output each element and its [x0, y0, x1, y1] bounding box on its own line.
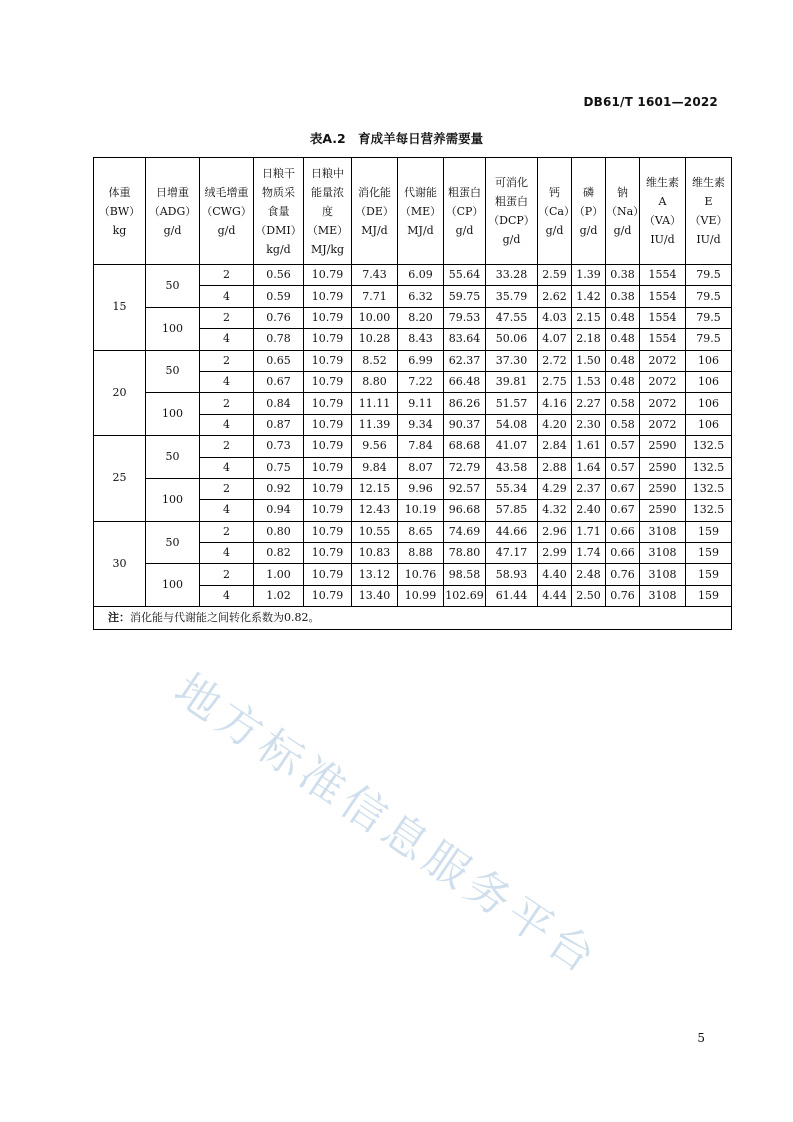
table-cell: 1554	[640, 286, 686, 307]
table-cell: 0.38	[606, 265, 640, 286]
watermark: 地方标准信息服务平台	[165, 664, 609, 986]
table-cell: 4.20	[538, 414, 572, 435]
table-cell: 79.5	[686, 265, 732, 286]
table-cell: 61.44	[486, 585, 538, 606]
table-cell: 4	[200, 371, 254, 392]
table-cell: 8.43	[398, 329, 444, 350]
table-cell: 4	[200, 457, 254, 478]
body-weight-cell: 20	[94, 350, 146, 436]
note-text: 消化能与代谢能之间转化系数为0.82。	[130, 611, 320, 625]
table-cell: 1.53	[572, 371, 606, 392]
table-title: 表A.2 育成羊每日营养需要量	[309, 131, 484, 146]
daily-gain-cell: 50	[146, 436, 200, 479]
table-cell: 2.18	[572, 329, 606, 350]
table-cell: 4.03	[538, 307, 572, 328]
table-cell: 0.82	[254, 543, 304, 564]
table-cell: 4	[200, 329, 254, 350]
table-cell: 2590	[640, 500, 686, 521]
table-cell: 9.11	[398, 393, 444, 414]
table-cell: 62.37	[444, 350, 486, 371]
table-cell: 0.87	[254, 414, 304, 435]
table-cell: 106	[686, 393, 732, 414]
column-header: 日粮中 能量浓 度 （ME） MJ/kg	[304, 158, 352, 265]
column-header: 消化能 （DE） MJ/d	[352, 158, 398, 265]
table-cell: 43.58	[486, 457, 538, 478]
table-cell: 159	[686, 521, 732, 542]
table-cell: 0.80	[254, 521, 304, 542]
column-header: 日增重 （ADG） g/d	[146, 158, 200, 265]
table-header-row	[94, 158, 732, 265]
table-cell: 55.34	[486, 478, 538, 499]
table-cell: 0.73	[254, 436, 304, 457]
table-cell: 6.99	[398, 350, 444, 371]
table-cell: 74.69	[444, 521, 486, 542]
table-cell: 10.79	[304, 265, 352, 286]
table-cell: 83.64	[444, 329, 486, 350]
table-cell: 106	[686, 371, 732, 392]
table-cell: 0.94	[254, 500, 304, 521]
table-cell: 0.84	[254, 393, 304, 414]
table-cell: 1554	[640, 307, 686, 328]
table-cell: 10.28	[352, 329, 398, 350]
column-header: 粗蛋白 （CP） g/d	[444, 158, 486, 265]
daily-gain-cell: 100	[146, 393, 200, 436]
table-cell: 79.53	[444, 307, 486, 328]
table-cell: 7.22	[398, 371, 444, 392]
table-cell: 44.66	[486, 521, 538, 542]
table-cell: 96.68	[444, 500, 486, 521]
table-cell: 0.75	[254, 457, 304, 478]
table-cell: 2.15	[572, 307, 606, 328]
table-cell: 2	[200, 564, 254, 585]
table-cell: 10.79	[304, 286, 352, 307]
daily-gain-cell: 50	[146, 350, 200, 393]
table-cell: 10.79	[304, 307, 352, 328]
column-header: 钠 （Na） g/d	[606, 158, 640, 265]
table-cell: 1.71	[572, 521, 606, 542]
table-cell: 10.79	[304, 414, 352, 435]
table-cell: 0.66	[606, 521, 640, 542]
table-cell: 0.67	[606, 478, 640, 499]
body-weight-cell: 15	[94, 265, 146, 351]
table-cell: 58.93	[486, 564, 538, 585]
note-label: 注：	[108, 611, 130, 625]
table-cell: 12.15	[352, 478, 398, 499]
table-cell: 2.48	[572, 564, 606, 585]
table-cell: 4.16	[538, 393, 572, 414]
daily-gain-cell: 100	[146, 307, 200, 350]
table-cell: 2.96	[538, 521, 572, 542]
table-cell: 3108	[640, 521, 686, 542]
table-cell: 2	[200, 393, 254, 414]
table-cell: 7.71	[352, 286, 398, 307]
table-cell: 6.09	[398, 265, 444, 286]
table-cell: 2.62	[538, 286, 572, 307]
daily-gain-cell: 50	[146, 521, 200, 564]
table-cell: 1.39	[572, 265, 606, 286]
table-cell: 2	[200, 521, 254, 542]
table-cell: 0.48	[606, 350, 640, 371]
table-cell: 2072	[640, 414, 686, 435]
table-cell: 2072	[640, 393, 686, 414]
table-row	[94, 521, 732, 542]
table-cell: 8.65	[398, 521, 444, 542]
table-cell: 51.57	[486, 393, 538, 414]
table-cell: 47.55	[486, 307, 538, 328]
table-cell: 7.43	[352, 265, 398, 286]
table-cell: 2072	[640, 350, 686, 371]
table-cell: 0.48	[606, 307, 640, 328]
table-cell: 8.88	[398, 543, 444, 564]
nutrition-table	[93, 157, 732, 630]
table-cell: 159	[686, 543, 732, 564]
table-cell: 4	[200, 585, 254, 606]
table-cell: 50.06	[486, 329, 538, 350]
table-cell: 79.5	[686, 307, 732, 328]
column-header: 维生素 A （VA） IU/d	[640, 158, 686, 265]
table-cell: 2	[200, 436, 254, 457]
table-cell: 10.19	[398, 500, 444, 521]
table-cell: 1.00	[254, 564, 304, 585]
table-cell: 0.57	[606, 436, 640, 457]
table-cell: 1.42	[572, 286, 606, 307]
table-cell: 102.69	[444, 585, 486, 606]
table-cell: 2590	[640, 457, 686, 478]
table-cell: 79.5	[686, 286, 732, 307]
table-cell: 13.12	[352, 564, 398, 585]
table-cell: 55.64	[444, 265, 486, 286]
table-cell: 159	[686, 585, 732, 606]
column-header: 维生素 E （VE） IU/d	[686, 158, 732, 265]
table-row	[94, 436, 732, 457]
table-cell: 0.76	[606, 585, 640, 606]
table-cell: 2.40	[572, 500, 606, 521]
table-cell: 4.40	[538, 564, 572, 585]
table-cell: 0.67	[254, 371, 304, 392]
table-row	[94, 564, 732, 585]
table-cell: 0.58	[606, 393, 640, 414]
table-row	[94, 307, 732, 328]
table-cell: 10.79	[304, 521, 352, 542]
table-cell: 0.57	[606, 457, 640, 478]
table-cell: 11.11	[352, 393, 398, 414]
document-code: DB61/T 1601—2022	[583, 95, 718, 109]
note-row	[94, 607, 732, 630]
table-cell: 2	[200, 307, 254, 328]
table-cell: 3108	[640, 543, 686, 564]
table-cell: 2.75	[538, 371, 572, 392]
table-cell: 68.68	[444, 436, 486, 457]
table-cell: 10.76	[398, 564, 444, 585]
table-cell: 37.30	[486, 350, 538, 371]
page-number: 5	[697, 1031, 705, 1045]
table-cell: 57.85	[486, 500, 538, 521]
table-cell: 3108	[640, 564, 686, 585]
table-cell: 2	[200, 350, 254, 371]
table-cell: 4	[200, 286, 254, 307]
table-cell: 0.92	[254, 478, 304, 499]
table-cell: 92.57	[444, 478, 486, 499]
table-cell: 8.80	[352, 371, 398, 392]
table-cell: 4.07	[538, 329, 572, 350]
table-cell: 1554	[640, 265, 686, 286]
table-cell: 10.79	[304, 393, 352, 414]
table-cell: 7.84	[398, 436, 444, 457]
table-cell: 0.76	[254, 307, 304, 328]
table-cell: 98.58	[444, 564, 486, 585]
table-cell: 4.44	[538, 585, 572, 606]
table-cell: 90.37	[444, 414, 486, 435]
table-cell: 47.17	[486, 543, 538, 564]
table-cell: 78.80	[444, 543, 486, 564]
table-note	[94, 607, 732, 630]
table-cell: 10.55	[352, 521, 398, 542]
table-cell: 2.37	[572, 478, 606, 499]
table-cell: 10.79	[304, 478, 352, 499]
daily-gain-cell: 100	[146, 478, 200, 521]
table-cell: 1.02	[254, 585, 304, 606]
table-cell: 0.65	[254, 350, 304, 371]
table-cell: 10.79	[304, 500, 352, 521]
table-cell: 39.81	[486, 371, 538, 392]
table-cell: 35.79	[486, 286, 538, 307]
table-cell: 2072	[640, 371, 686, 392]
table-cell: 0.58	[606, 414, 640, 435]
table-cell: 1.74	[572, 543, 606, 564]
table-cell: 1554	[640, 329, 686, 350]
table-cell: 33.28	[486, 265, 538, 286]
body-weight-cell: 30	[94, 521, 146, 607]
column-header: 可消化 粗蛋白 （DCP） g/d	[486, 158, 538, 265]
daily-gain-cell: 100	[146, 564, 200, 607]
table-cell: 6.32	[398, 286, 444, 307]
table-cell: 9.96	[398, 478, 444, 499]
table-cell: 10.79	[304, 436, 352, 457]
table-cell: 13.40	[352, 585, 398, 606]
table-cell: 0.56	[254, 265, 304, 286]
table-cell: 2.59	[538, 265, 572, 286]
table-cell: 106	[686, 414, 732, 435]
table-cell: 9.56	[352, 436, 398, 457]
table-cell: 10.79	[304, 564, 352, 585]
table-cell: 4	[200, 543, 254, 564]
nutrition-table-container	[93, 157, 731, 630]
table-cell: 86.26	[444, 393, 486, 414]
table-body	[94, 265, 732, 630]
table-cell: 1.50	[572, 350, 606, 371]
table-cell: 0.59	[254, 286, 304, 307]
table-cell: 2590	[640, 436, 686, 457]
table-cell: 4	[200, 414, 254, 435]
table-cell: 132.5	[686, 500, 732, 521]
body-weight-cell: 25	[94, 436, 146, 522]
table-cell: 2590	[640, 478, 686, 499]
table-cell: 2	[200, 265, 254, 286]
table-cell: 10.79	[304, 457, 352, 478]
table-cell: 0.67	[606, 500, 640, 521]
table-cell: 11.39	[352, 414, 398, 435]
table-cell: 0.76	[606, 564, 640, 585]
table-cell: 12.43	[352, 500, 398, 521]
table-cell: 2.30	[572, 414, 606, 435]
table-cell: 2.50	[572, 585, 606, 606]
table-cell: 8.07	[398, 457, 444, 478]
table-cell: 10.83	[352, 543, 398, 564]
table-cell: 10.79	[304, 329, 352, 350]
table-cell: 10.79	[304, 350, 352, 371]
table-cell: 0.38	[606, 286, 640, 307]
table-cell: 66.48	[444, 371, 486, 392]
table-cell: 72.79	[444, 457, 486, 478]
table-cell: 106	[686, 350, 732, 371]
table-cell: 3108	[640, 585, 686, 606]
table-cell: 10.79	[304, 371, 352, 392]
table-cell: 4.29	[538, 478, 572, 499]
table-cell: 4	[200, 500, 254, 521]
table-cell: 4.32	[538, 500, 572, 521]
table-cell: 132.5	[686, 436, 732, 457]
table-cell: 0.66	[606, 543, 640, 564]
column-header: 绒毛增重 （CWG） g/d	[200, 158, 254, 265]
table-cell: 10.00	[352, 307, 398, 328]
table-row	[94, 478, 732, 499]
table-cell: 10.79	[304, 585, 352, 606]
table-cell: 2.99	[538, 543, 572, 564]
table-row	[94, 350, 732, 371]
table-cell: 159	[686, 564, 732, 585]
table-cell: 41.07	[486, 436, 538, 457]
column-header: 日粮干 物质采 食量 （DMI） kg/d	[254, 158, 304, 265]
table-cell: 2.72	[538, 350, 572, 371]
table-cell: 79.5	[686, 329, 732, 350]
column-header: 代谢能 （ME） MJ/d	[398, 158, 444, 265]
table-cell: 2	[200, 478, 254, 499]
table-cell: 9.34	[398, 414, 444, 435]
table-cell: 9.84	[352, 457, 398, 478]
table-cell: 59.75	[444, 286, 486, 307]
table-cell: 132.5	[686, 478, 732, 499]
table-cell: 1.61	[572, 436, 606, 457]
table-cell: 2.27	[572, 393, 606, 414]
column-header: 体重 （BW） kg	[94, 158, 146, 265]
table-cell: 132.5	[686, 457, 732, 478]
column-header: 磷 （P） g/d	[572, 158, 606, 265]
table-cell: 2.84	[538, 436, 572, 457]
table-row	[94, 265, 732, 286]
table-cell: 0.48	[606, 371, 640, 392]
table-cell: 2.88	[538, 457, 572, 478]
table-row	[94, 393, 732, 414]
table-cell: 0.48	[606, 329, 640, 350]
table-cell: 8.20	[398, 307, 444, 328]
column-header: 钙 （Ca） g/d	[538, 158, 572, 265]
table-cell: 10.99	[398, 585, 444, 606]
table-cell: 10.79	[304, 543, 352, 564]
daily-gain-cell: 50	[146, 265, 200, 308]
table-cell: 0.78	[254, 329, 304, 350]
table-cell: 1.64	[572, 457, 606, 478]
table-cell: 54.08	[486, 414, 538, 435]
table-cell: 8.52	[352, 350, 398, 371]
